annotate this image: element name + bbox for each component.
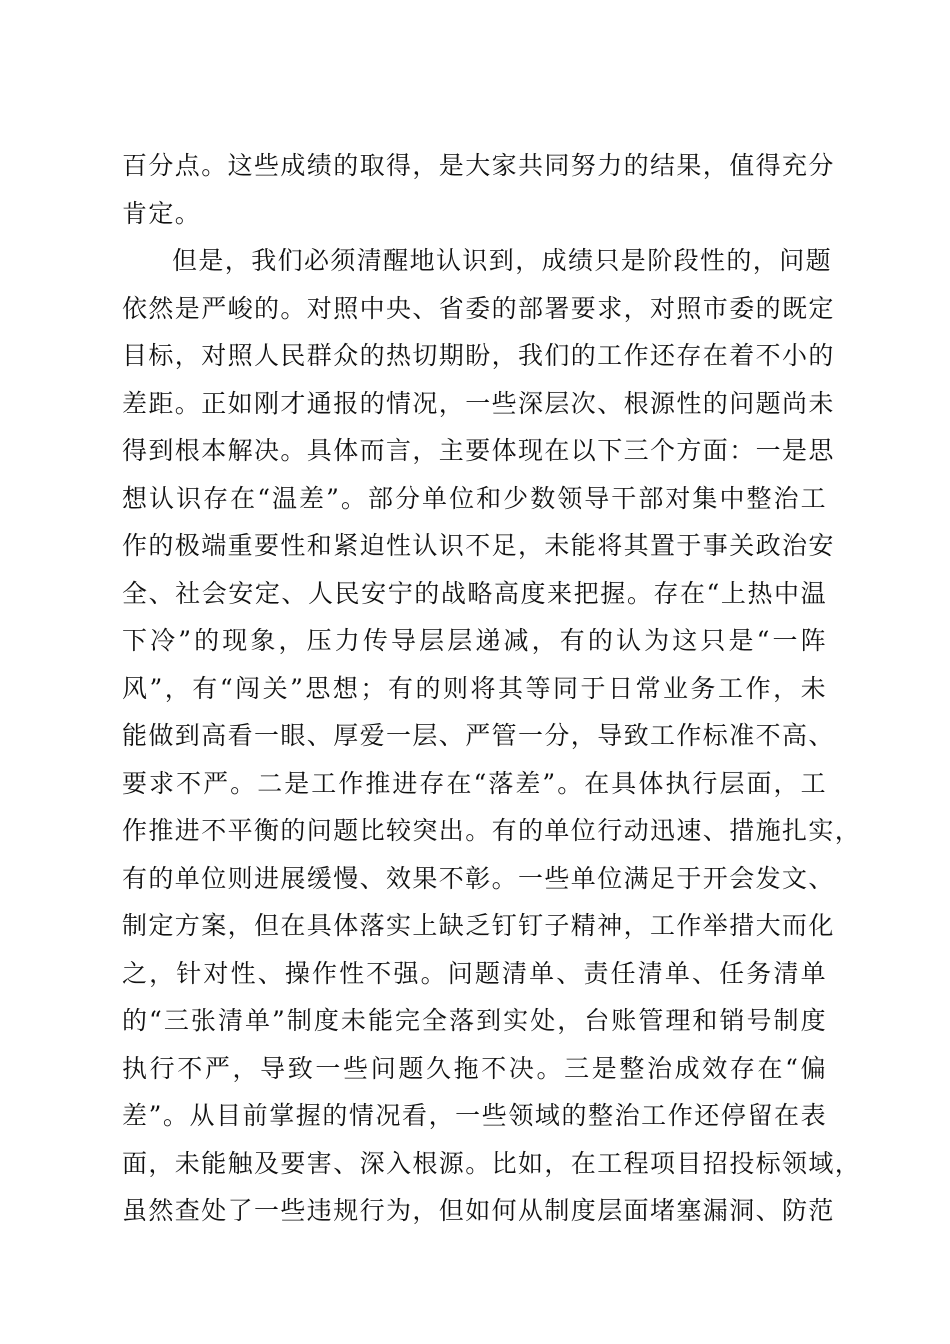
text-line: 全、社会安定、人民安宁的战略高度来把握。存在“上热中温 — [122, 578, 827, 608]
text-line: 面，未能触及要害、深入根源。比如，在工程项目招投标领域， — [122, 1148, 862, 1178]
text-line: 差”。从目前掌握的情况看，一些领域的整治工作还停留在表 — [122, 1101, 827, 1130]
text-line: 下冷”的现象，压力传导层层递减，有的认为这只是“一阵 — [122, 626, 827, 655]
text-line: 风”，有“闯关”思想；有的则将其等同于日常业务工作，未 — [122, 673, 827, 703]
text-line: 百分点。这些成绩的取得，是大家共同努力的结果，值得充分 — [122, 151, 835, 180]
text-line: 要求不严。二是工作推进存在“落差”。在具体执行层面，工 — [122, 768, 827, 798]
text-line: 之，针对性、操作性不强。问题清单、责任清单、任务清单 — [122, 958, 827, 988]
text-line: 差距。正如刚才通报的情况，一些深层次、根源性的问题尚未 — [122, 388, 835, 418]
body-text — [122, 142, 862, 1235]
text-line: 能做到高看一眼、厚爱一层、严管一分，导致工作标准不高、 — [122, 721, 835, 750]
text-line: 作的极端重要性和紧迫性认识不足，未能将其置于事关政治安 — [122, 531, 835, 560]
text-line: 制定方案，但在具体落实上缺乏钉钉子精神，工作举措大而化 — [122, 911, 835, 940]
text-line: 得到根本解决。具体而言，主要体现在以下三个方面：一是思 — [122, 436, 835, 465]
text-line: 肯定。 — [122, 198, 202, 228]
text-line: 执行不严，导致一些问题久拖不决。三是整治成效存在“偏 — [122, 1053, 827, 1083]
text-line: 虽然查处了一些违规行为，但如何从制度层面堵塞漏洞、防范 — [122, 1196, 835, 1225]
text-line: 有的单位则进展缓慢、效果不彰。一些单位满足于开会发文、 — [122, 863, 835, 893]
text-line: 目标，对照人民群众的热切期盼，我们的工作还存在着不小的 — [122, 341, 835, 370]
text-line: 依然是严峻的。对照中央、省委的部署要求，对照市委的既定 — [122, 293, 835, 323]
text-line: 的“三张清单”制度未能完全落到实处，台账管理和销号制度 — [122, 1006, 827, 1035]
text-line: 想认识存在“温差”。部分单位和少数领导干部对集中整治工 — [122, 483, 827, 513]
text-line: 作推进不平衡的问题比较突出。有的单位行动迅速、措施扎实， — [122, 816, 862, 845]
paragraph-first-line: 但是，我们必须清醒地认识到，成绩只是阶段性的，问题 — [172, 246, 833, 275]
